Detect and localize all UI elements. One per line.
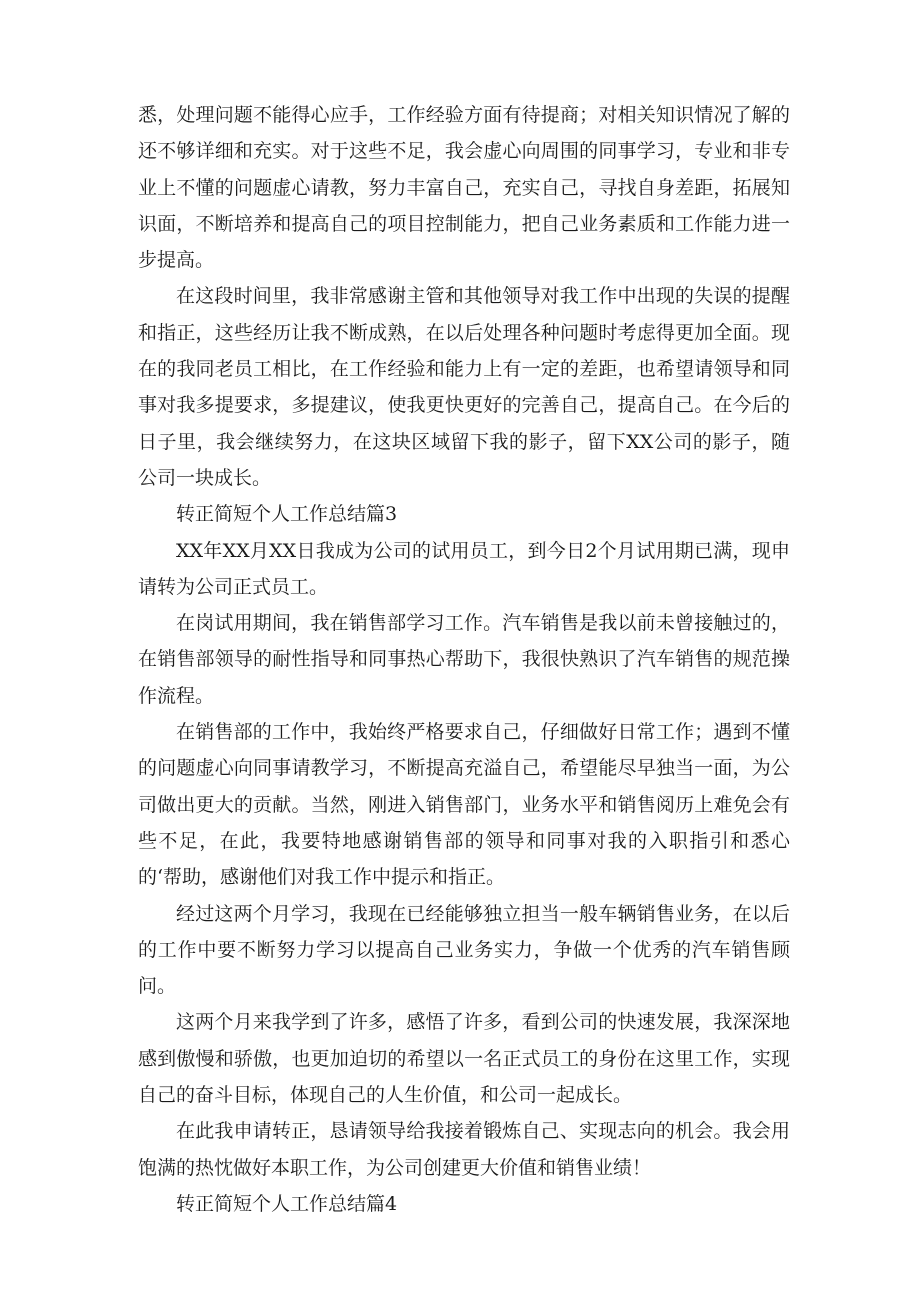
paragraph: 在销售部的工作中，我始终严格要求自己，仔细做好日常工作；遇到不懂的问题虚心向同事请教学习，不断提高充溢自己，希望能尽早独当一面，为公司做出更大的贡献。当然，刚进入销售部门，业务水平和销售阅历上难免会有些不足，在此，我要特地感谢销售部的领导和同事对我的入职指引和悉心的‘帮助，感谢他们对我工作中提示和指正。 [138, 721, 790, 889]
section-heading: 转正简短个人工作总结篇4 [176, 1192, 398, 1215]
paragraph: 在此我申请转正，恳请领导给我接着锻炼自己、实现志向的机会。我会用饱满的热忱做好本职工作，为公司创建更大价值和销售业绩！ [138, 1120, 790, 1179]
document-body [138, 97, 790, 1222]
paragraph: XX年XX月XX日我成为公司的试用员工，到今日2个月试用期已满，现申请转为公司正式员工。 [138, 539, 790, 598]
paragraph: 在岗试用期间，我在销售部学习工作。汽车销售是我以前未曾接触过的，在销售部领导的耐性指导和同事热心帮助下，我很快熟识了汽车销售的规范操作流程。 [138, 612, 790, 707]
paragraph: 这两个月来我学到了许多，感悟了许多，看到公司的快速发展，我深深地感到傲慢和骄傲，也更加迫切的希望以一名正式员工的身份在这里工作，实现自己的奋斗目标，体现自己的人生价值，和公司一起成长。 [138, 1011, 790, 1107]
paragraph: 经过这两个月学习，我现在已经能够独立担当一般车辆销售业务，在以后的工作中要不断努力学习以提高自己业务实力，争做一个优秀的汽车销售顾问。 [138, 902, 790, 998]
paragraph-continuation: 悉，处理问题不能得心应手，工作经验方面有待提商；对相关知识情况了解的还不够详细和充实。对于这些不足，我会虚心向周围的同事学习，专业和非专业上不懂的问题虚心请教，努力丰富自己，充实自己，寻找自身差距，拓展知识面，不断培养和提高自己的项目控制能力，把自己业务素质和工作能力进一步提高。 [138, 104, 790, 272]
section-heading: 转正简短个人工作总结篇3 [176, 503, 398, 526]
paragraph: 在这段时间里，我非常感谢主管和其他领导对我工作中出现的失误的提醒和指正，这些经历让我不断成熟，在以后处理各种问题时考虑得更加全面。现在的我同老员工相比，在工作经验和能力上有一定的差距，也希望请领导和同事对我多提要求，多提建议，使我更快更好的完善自己，提高自己。在今后的日子里，我会继续努力，在这块区域留下我的影子，留下XX公司的影子，随公司一块成长。 [138, 285, 790, 489]
